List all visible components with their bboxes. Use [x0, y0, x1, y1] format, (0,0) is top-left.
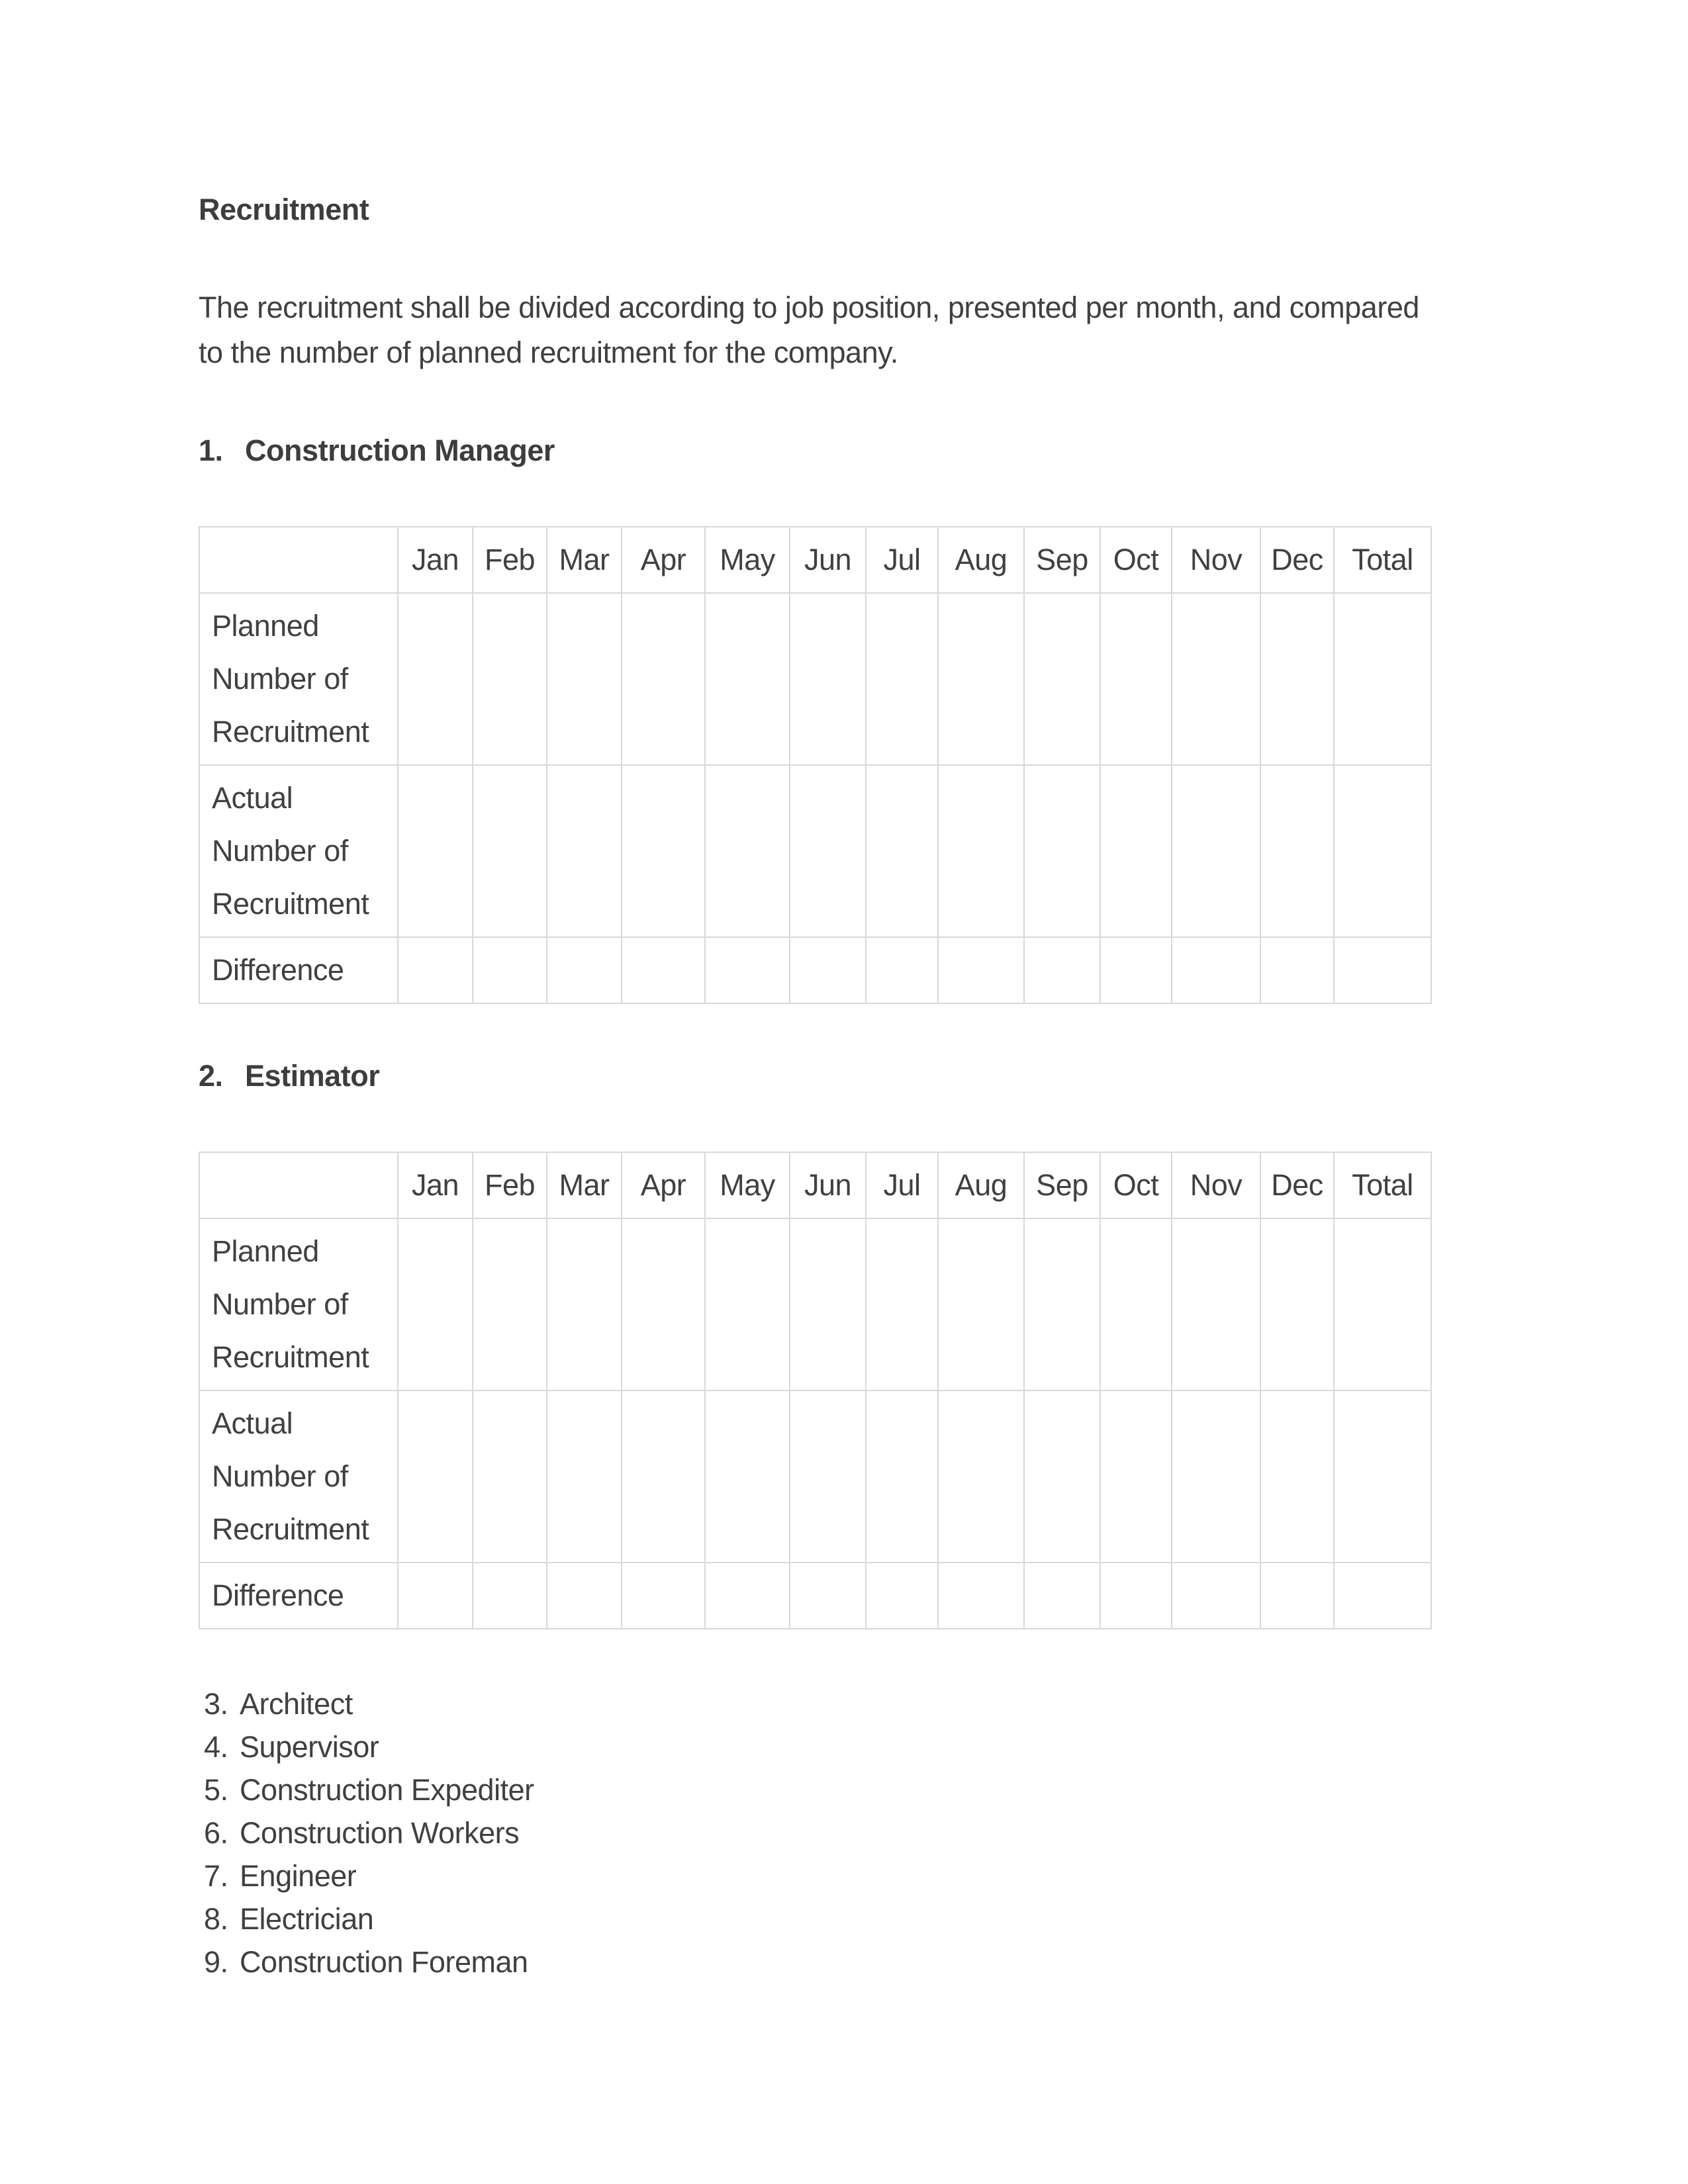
data-cell — [398, 593, 473, 765]
data-cell — [622, 1218, 705, 1390]
section-number: 2. — [199, 1059, 223, 1093]
intro-paragraph — [199, 285, 1493, 375]
data-cell — [866, 937, 938, 1003]
data-cell — [790, 593, 866, 765]
data-cell — [705, 593, 790, 765]
list-item-number: 4. — [204, 1730, 228, 1764]
data-cell — [1260, 1563, 1334, 1629]
data-cell — [938, 1390, 1024, 1563]
data-cell — [1334, 937, 1431, 1003]
column-header-jan: Jan — [398, 1152, 473, 1218]
data-cell — [1172, 1218, 1260, 1390]
list-item — [199, 1854, 1493, 1897]
section-title: Estimator — [245, 1059, 380, 1093]
column-header-jul: Jul — [866, 527, 938, 593]
data-cell — [622, 593, 705, 765]
data-cell — [398, 1390, 473, 1563]
data-cell — [1100, 937, 1172, 1003]
data-cell — [1024, 1563, 1100, 1629]
column-header-dec: Dec — [1260, 1152, 1334, 1218]
construction-manager-table-host — [199, 526, 1493, 1004]
column-header-jun: Jun — [790, 1152, 866, 1218]
column-header-feb: Feb — [473, 527, 547, 593]
data-cell — [473, 765, 547, 937]
section-number: 1. — [199, 433, 223, 467]
data-cell — [1100, 593, 1172, 765]
data-cell — [866, 593, 938, 765]
column-header-nov: Nov — [1172, 527, 1260, 593]
data-cell — [1260, 1390, 1334, 1563]
data-cell — [398, 1563, 473, 1629]
data-cell — [1172, 593, 1260, 765]
data-cell — [547, 593, 622, 765]
data-cell — [1024, 937, 1100, 1003]
row-label: Difference — [199, 1563, 398, 1629]
intro-line-2: to the number of planned recruitment for the company. — [199, 336, 898, 369]
data-cell — [1024, 1390, 1100, 1563]
table-row — [199, 1563, 1431, 1629]
data-cell — [622, 937, 705, 1003]
column-header-apr: Apr — [622, 1152, 705, 1218]
list-item — [199, 1940, 1493, 1983]
data-cell — [938, 937, 1024, 1003]
table-row — [199, 937, 1431, 1003]
data-cell — [1024, 1218, 1100, 1390]
list-item — [199, 1682, 1493, 1725]
data-cell — [866, 1390, 938, 1563]
column-header-aug: Aug — [938, 527, 1024, 593]
data-cell — [547, 765, 622, 937]
page-title: Recruitment — [199, 193, 369, 226]
month-header-row — [199, 527, 1431, 593]
data-cell — [473, 1218, 547, 1390]
table-row — [199, 593, 1431, 765]
data-cell — [938, 1218, 1024, 1390]
intro-line-1: The recruitment shall be divided according to job position, presented per month, and compared — [199, 291, 1419, 324]
data-cell — [547, 1218, 622, 1390]
column-header-oct: Oct — [1100, 527, 1172, 593]
data-cell — [1334, 593, 1431, 765]
data-cell — [1172, 1390, 1260, 1563]
list-item-number: 5. — [204, 1773, 228, 1807]
data-cell — [705, 1218, 790, 1390]
column-header-apr: Apr — [622, 527, 705, 593]
column-header-aug: Aug — [938, 1152, 1024, 1218]
data-cell — [473, 1390, 547, 1563]
month-header-row — [199, 1152, 1431, 1218]
estimator-table-host — [199, 1152, 1493, 1629]
data-cell — [398, 1218, 473, 1390]
list-item-label: Engineer — [240, 1859, 357, 1893]
row-label: Planned Number of Recruitment — [199, 1218, 398, 1390]
list-item-label: Electrician — [240, 1902, 374, 1936]
data-cell — [1260, 593, 1334, 765]
column-header-mar: Mar — [547, 527, 622, 593]
data-cell — [622, 765, 705, 937]
recruitment-table — [199, 526, 1432, 1004]
recruitment-table — [199, 1152, 1432, 1629]
column-header-total: Total — [1334, 1152, 1431, 1218]
row-label: Actual Number of Recruitment — [199, 765, 398, 937]
data-cell — [705, 1390, 790, 1563]
column-header-may: May — [705, 1152, 790, 1218]
data-cell — [938, 593, 1024, 765]
data-cell — [1260, 765, 1334, 937]
data-cell — [866, 1563, 938, 1629]
data-cell — [1334, 1218, 1431, 1390]
column-header-sep: Sep — [1024, 527, 1100, 593]
data-cell — [398, 765, 473, 937]
table-row — [199, 1390, 1431, 1563]
list-item-label: Construction Expediter — [240, 1773, 534, 1807]
data-cell — [473, 1563, 547, 1629]
data-cell — [866, 765, 938, 937]
data-cell — [790, 765, 866, 937]
data-cell — [790, 1218, 866, 1390]
data-cell — [790, 1390, 866, 1563]
data-cell — [938, 1563, 1024, 1629]
list-item-label: Architect — [240, 1687, 353, 1721]
column-header-jul: Jul — [866, 1152, 938, 1218]
data-cell — [1334, 1563, 1431, 1629]
list-item-label: Construction Foreman — [240, 1945, 528, 1979]
column-header-mar: Mar — [547, 1152, 622, 1218]
table-row — [199, 1218, 1431, 1390]
list-item-number: 9. — [204, 1945, 228, 1979]
list-item-number: 3. — [204, 1687, 228, 1721]
data-cell — [547, 1563, 622, 1629]
column-header-jun: Jun — [790, 527, 866, 593]
data-cell — [790, 937, 866, 1003]
column-header-jan: Jan — [398, 527, 473, 593]
list-item-number: 7. — [204, 1859, 228, 1893]
section-title: Construction Manager — [245, 433, 555, 467]
column-header-may: May — [705, 527, 790, 593]
job-position-list — [199, 1682, 1493, 1983]
data-cell — [1024, 765, 1100, 937]
data-cell — [1100, 1563, 1172, 1629]
data-cell — [547, 937, 622, 1003]
list-item — [199, 1897, 1493, 1940]
data-cell — [473, 593, 547, 765]
column-header-oct: Oct — [1100, 1152, 1172, 1218]
column-header-feb: Feb — [473, 1152, 547, 1218]
data-cell — [1100, 765, 1172, 937]
data-cell — [705, 1563, 790, 1629]
data-cell — [1100, 1218, 1172, 1390]
data-cell — [1260, 937, 1334, 1003]
column-header-sep: Sep — [1024, 1152, 1100, 1218]
data-cell — [1334, 1390, 1431, 1563]
list-item — [199, 1811, 1493, 1854]
data-cell — [547, 1390, 622, 1563]
list-item-number: 6. — [204, 1816, 228, 1850]
data-cell — [1334, 765, 1431, 937]
data-cell — [1172, 937, 1260, 1003]
column-header-total: Total — [1334, 527, 1431, 593]
list-item-label: Construction Workers — [240, 1816, 520, 1850]
data-cell — [705, 937, 790, 1003]
row-label: Difference — [199, 937, 398, 1003]
data-cell — [473, 937, 547, 1003]
data-cell — [1172, 1563, 1260, 1629]
data-cell — [1172, 765, 1260, 937]
data-cell — [622, 1563, 705, 1629]
list-item-number: 8. — [204, 1902, 228, 1936]
data-cell — [866, 1218, 938, 1390]
list-item — [199, 1768, 1493, 1811]
data-cell — [790, 1563, 866, 1629]
corner-cell — [199, 527, 398, 593]
data-cell — [622, 1390, 705, 1563]
section-heading-estimator — [199, 1057, 1493, 1095]
list-item-label: Supervisor — [240, 1730, 379, 1764]
corner-cell — [199, 1152, 398, 1218]
data-cell — [705, 765, 790, 937]
column-header-dec: Dec — [1260, 527, 1334, 593]
data-cell — [938, 765, 1024, 937]
section-heading-construction-manager — [199, 432, 1493, 470]
row-label: Actual Number of Recruitment — [199, 1390, 398, 1563]
data-cell — [1024, 593, 1100, 765]
data-cell — [398, 937, 473, 1003]
column-header-nov: Nov — [1172, 1152, 1260, 1218]
row-label: Planned Number of Recruitment — [199, 593, 398, 765]
data-cell — [1260, 1218, 1334, 1390]
table-row — [199, 765, 1431, 937]
list-item — [199, 1725, 1493, 1768]
data-cell — [1100, 1390, 1172, 1563]
